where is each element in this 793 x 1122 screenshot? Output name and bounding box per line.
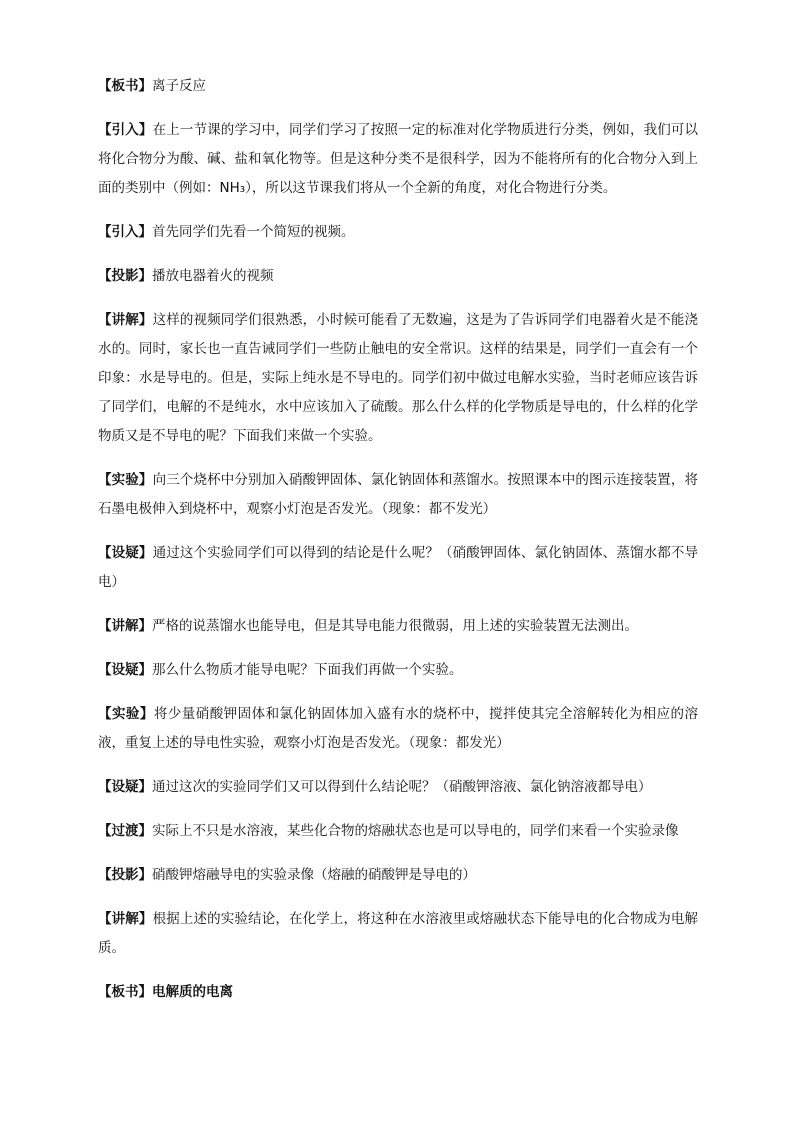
paragraph-tag: 【引入】 (98, 122, 153, 138)
paragraph-text: 硝酸钾熔融导电的实验录像（熔融的硝酸钾是导电的） (152, 867, 476, 883)
paragraph-tag: 【实验】 (98, 706, 154, 722)
paragraph-text: 将少量硝酸钾固体和氯化钠固体加入盛有水的烧杯中，搅拌使其完全溶解转化为相应的溶液，重复上述的导电性实验，观察小灯泡是否发光。（现象：都发光） (98, 706, 699, 751)
paragraph-tag: 【实验】 (98, 472, 153, 488)
paragraph-text: 根据上述的实验结论，在化学上，将这种在水溶液里或熔融状态下能导电的化合物成为电解质。 (98, 911, 699, 956)
paragraph-transition (98, 817, 698, 846)
paragraph-explanation (98, 306, 698, 451)
paragraph-text: 电解质的电离 (152, 984, 233, 1000)
paragraph-text: 通过这次的实验同学们又可以得到什么结论呢？（硝酸钾溶液、氯化钠溶液都导电） (152, 779, 652, 795)
paragraph-board-title (98, 72, 698, 101)
paragraph-tag: 【设疑】 (98, 662, 152, 678)
paragraph-experiment (98, 700, 698, 758)
paragraph-tag: 【投影】 (98, 867, 152, 883)
paragraph-question (98, 773, 698, 802)
paragraph-tag: 【引入】 (98, 224, 152, 240)
paragraph-explanation (98, 612, 698, 641)
paragraph-tag: 【板书】 (98, 78, 152, 94)
paragraph-tag: 【讲解】 (98, 911, 153, 927)
paragraph-text: 严格的说蒸馏水也能导电，但是其导电能力很微弱，用上述的实验装置无法测出。 (152, 618, 638, 634)
paragraph-text: 在上一节课的学习中，同学们学习了按照一定的标准对化学物质进行分类，例如，我们可以将化合物分为酸、碱、盐和氧化物等。但是这种分类不是很科学，因为不能将所有的化合物分入到上面的类别中（例如：NH₃），所以这节课我们将从一个全新的角度，对化合物进行分类。 (98, 122, 699, 196)
paragraph-tag: 【设疑】 (98, 545, 153, 561)
paragraph-text: 离子反应 (152, 78, 206, 94)
paragraph-projection (98, 262, 698, 291)
paragraph-text: 实际上不只是水溶液，某些化合物的熔融状态也是可以导电的，同学们来看一个实验录像 (152, 823, 679, 839)
paragraph-text: 这样的视频同学们很熟悉，小时候可能看了无数遍，这是为了告诉同学们电器着火是不能浇水的。同时，家长也一直告诫同学们一些防止触电的安全常识。这样的结果是，同学们一直会有一个印象：水是导电的。但是，实际上纯水是不导电的。同学们初中做过电解水实验，当时老师应该告诉了同学们，电解的不是纯水，水中应该加入了硫酸。那么什么样的化学物质是导电的，什么样的化学物质又是不导电的呢？下面我们来做一个实验。 (98, 312, 699, 444)
paragraph-intro (98, 116, 698, 203)
paragraph-tag: 【讲解】 (98, 618, 152, 634)
paragraph-tag: 【讲解】 (98, 312, 153, 328)
paragraph-projection (98, 861, 698, 890)
paragraph-text: 首先同学们先看一个简短的视频。 (152, 224, 355, 240)
document-page (98, 72, 698, 1022)
paragraph-tag: 【板书】 (98, 984, 152, 1000)
paragraph-question (98, 539, 698, 597)
paragraph-question (98, 656, 698, 685)
paragraph-text: 通过这个实验同学们可以得到的结论是什么呢？（硝酸钾固体、氯化钠固体、蒸馏水都不导电） (98, 545, 699, 590)
paragraph-explanation (98, 905, 698, 963)
paragraph-text: 那么什么物质才能导电呢？下面我们再做一个实验。 (152, 662, 463, 678)
paragraph-tag: 【投影】 (98, 268, 152, 284)
paragraph-board-heading (98, 978, 698, 1007)
paragraph-tag: 【设疑】 (98, 779, 152, 795)
paragraph-text: 播放电器着火的视频 (152, 268, 274, 284)
paragraph-experiment (98, 466, 698, 524)
paragraph-text: 向三个烧杯中分别加入硝酸钾固体、氯化钠固体和蒸馏水。按照课本中的图示连接装置，将石墨电极伸入到烧杯中，观察小灯泡是否发光。（现象：都不发光） (98, 472, 699, 517)
paragraph-intro-video (98, 218, 698, 247)
paragraph-tag: 【过渡】 (98, 823, 152, 839)
